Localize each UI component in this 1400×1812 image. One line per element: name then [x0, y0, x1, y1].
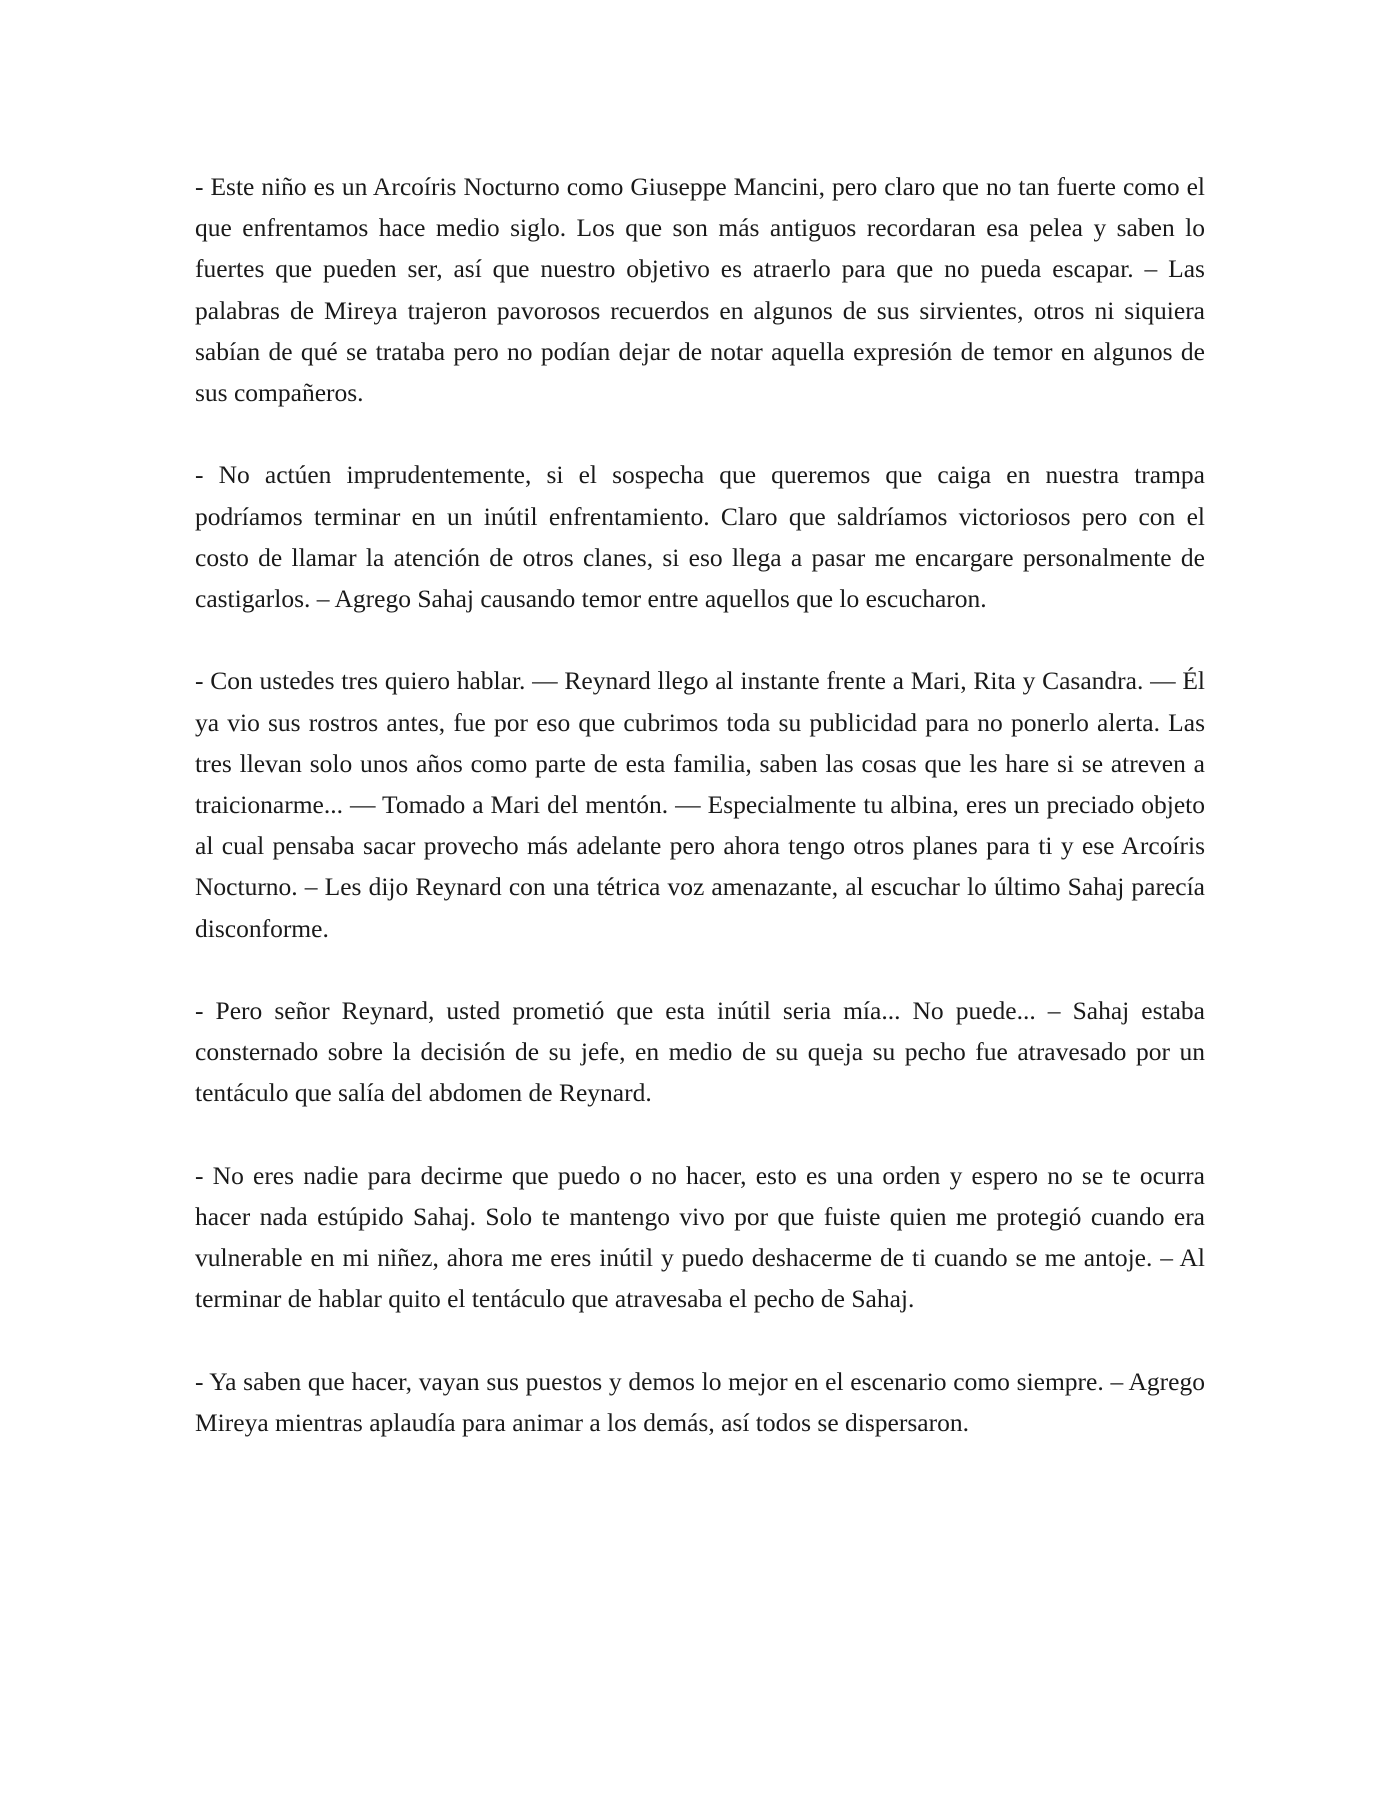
paragraph-5: - No eres nadie para decirme que puedo o no hacer, esto es una orden y espero no se te ocurra hacer nada estúpido Sahaj. Solo te mantengo vivo por que fuiste quien me protegió cuando era vulnerable en mi niñez, ahora me eres inútil y puedo deshacerme de ti cuando se me antoje. – Al terminar de hablar quito el tentáculo que atravesaba el pecho de Sahaj.	[195, 1160, 1205, 1314]
document-page	[195, 166, 1205, 1484]
paragraph-1: - Este niño es un Arcoíris Nocturno como Giuseppe Mancini, pero claro que no tan fuerte como el que enfrentamos hace medio siglo. Los que son más antiguos recordaran esa pelea y saben lo fuertes que pueden ser, así que nuestro objetivo es atraerlo para que no pueda escapar. – Las palabras de Mireya trajeron pavorosos recuerdos en algunos de sus sirvientes, otros ni siquiera sabían de qué se trataba pero no podían dejar de notar aquella expresión de temor en algunos de sus compañeros.	[195, 172, 1205, 408]
paragraph-6: - Ya saben que hacer, vayan sus puestos y demos lo mejor en el escenario como siempre. – Agrego Mireya mientras aplaudía para animar a los demás, así todos se dispersaron.	[195, 1366, 1205, 1438]
paragraph-3: - Con ustedes tres quiero hablar. — Reynard llego al instante frente a Mari, Rita y Casandra. — Él ya vio sus rostros antes, fue por eso que cubrimos toda su publicidad para no ponerlo alerta. Las tres llevan solo unos años como parte de esta familia, saben las cosas que les hare si se atreven a traicionarme... — Tomado a Mari del mentón. — Especialmente tu albina, eres un preciado objeto al cual pensaba sacar provecho más adelante pero ahora tengo otros planes para ti y ese Arcoíris Nocturno. – Les dijo Reynard con una tétrica voz amenazante, al escuchar lo último Sahaj parecía disconforme.	[195, 666, 1205, 943]
paragraph-4: - Pero señor Reynard, usted prometió que esta inútil seria mía... No puede... – Sahaj estaba consternado sobre la decisión de su jefe, en medio de su queja su pecho fue atravesado por un tentáculo que salía del abdomen de Reynard.	[195, 996, 1205, 1108]
paragraph-2: - No actúen imprudentemente, si el sospecha que queremos que caiga en nuestra trampa podríamos terminar en un inútil enfrentamiento. Claro que saldríamos victoriosos pero con el costo de llamar la atención de otros clanes, si eso llega a pasar me encargare personalmente de castigarlos. – Agrego Sahaj causando temor entre aquellos que lo escucharon.	[195, 460, 1205, 614]
